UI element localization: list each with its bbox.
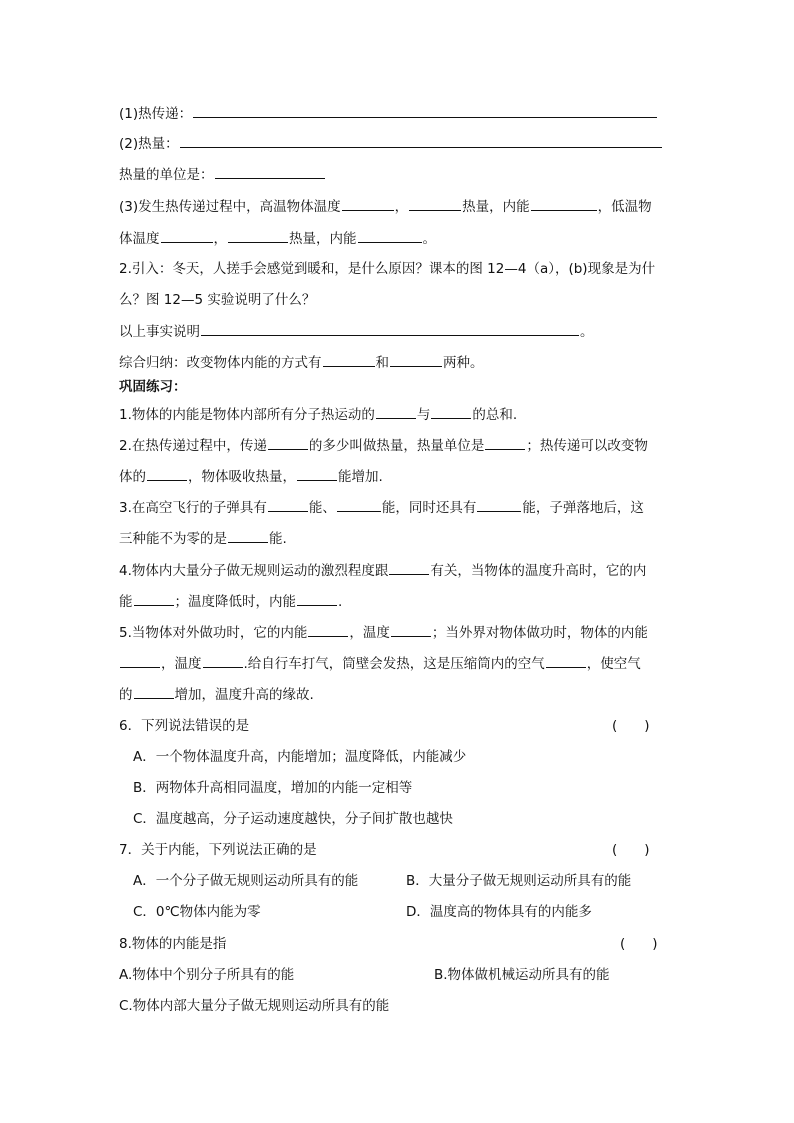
blank: [134, 684, 174, 699]
question-5-line-2: ，温度 .给自行车打气，筒壁会发热，这是压缩筒内的空气 ，使空气: [119, 653, 641, 673]
option-8a: A.物体中个别分子所具有的能: [119, 967, 295, 983]
blank: [477, 497, 521, 512]
question-8: 8.物体的内能是指: [119, 936, 227, 952]
option-7a: A．一个分子做无规则运动所具有的能: [133, 873, 359, 889]
blank: [358, 228, 422, 243]
blank: [431, 404, 471, 419]
line-process-1: (3)发生热传递过程中，高温物体温度 ， 热量，内能 ，低温物: [119, 196, 652, 216]
option-6c: C．温度越高，分子运动速度越快，分子间扩散也越快: [133, 811, 453, 827]
question-4-line-1: 4.物体内大量分子做无规则运动的激烈程度跟 有关，当物体的温度升高时，它的内: [119, 560, 646, 580]
question-2-line-1: 2.在热传递过程中，传递 的多少叫做热量，热量单位是 ；热传递可以改变物: [119, 435, 648, 455]
blank: [389, 560, 429, 575]
line-intro-2: 么？图 12—5 实验说明了什么？: [119, 292, 316, 308]
blank: [337, 497, 381, 512]
question-4-line-2: 能 ；温度降低时，内能 .: [119, 591, 342, 611]
blank: [531, 196, 597, 211]
answer-paren: ( ): [620, 936, 658, 952]
line-heat-quantity: (2)热量：: [119, 133, 663, 153]
blank: [228, 228, 288, 243]
option-6a: A．一个物体温度升高，内能增加；温度降低，内能减少: [133, 749, 467, 765]
option-6b: B．两物体升高相同温度，增加的内能一定相等: [133, 780, 413, 796]
answer-paren: ( ): [612, 842, 650, 858]
blank: [180, 133, 662, 148]
blank: [193, 103, 657, 118]
question-5-line-3: 的 增加，温度升高的缘故.: [119, 684, 314, 704]
blank: [268, 435, 308, 450]
question-3-line-2: 三种能不为零的是 能.: [119, 528, 287, 548]
line-heat-unit: 热量的单位是：: [119, 164, 326, 184]
blank: [297, 591, 337, 606]
question-1: 1.物体的内能是物体内部所有分子热运动的 与 的总和.: [119, 404, 517, 424]
blank: [342, 196, 394, 211]
blank: [376, 404, 416, 419]
answer-paren: ( ): [612, 718, 650, 734]
line-intro-1: 2.引入：冬天，人搓手会感觉到暖和，是什么原因？课本的图 12—4（a），(b)现象是为什: [119, 261, 656, 277]
option-7d: D．温度高的物体具有的内能多: [406, 904, 592, 920]
blank: [308, 622, 348, 637]
blank: [390, 352, 442, 367]
blank: [409, 196, 461, 211]
blank: [228, 528, 268, 543]
blank: [161, 228, 213, 243]
blank: [268, 497, 308, 512]
question-3-line-1: 3.在高空飞行的子弹具有 能、 能，同时还具有 能，子弹落地后，这: [119, 497, 644, 517]
line-facts: 以上事实说明 。: [119, 321, 594, 341]
blank: [297, 466, 337, 481]
blank: [391, 622, 431, 637]
blank: [201, 321, 579, 336]
option-7c: C．0℃物体内能为零: [133, 904, 261, 920]
option-7b: B．大量分子做无规则运动所具有的能: [406, 873, 632, 889]
line-process-2: 体温度 ， 热量，内能 。: [119, 228, 436, 248]
blank: [120, 653, 160, 668]
blank: [546, 653, 586, 668]
section-heading-practice: 巩固练习：: [119, 379, 187, 395]
option-8b: B.物体做机械运动所具有的能: [434, 967, 610, 983]
question-6: 6．下列说法错误的是: [119, 718, 250, 734]
question-7: 7．关于内能，下列说法正确的是: [119, 842, 317, 858]
line-heat-transfer: (1)热传递：: [119, 103, 658, 123]
question-5-line-1: 5.当物体对外做功时，它的内能 ，温度 ；当外界对物体做功时，物体的内能: [119, 622, 648, 642]
blank: [203, 653, 243, 668]
line-summary: 综合归纳：改变物体内能的方式有 和 两种。: [119, 352, 484, 372]
blank: [215, 164, 325, 179]
blank: [485, 435, 525, 450]
question-2-line-2: 体的 ，物体吸收热量， 能增加.: [119, 466, 383, 486]
blank: [134, 591, 174, 606]
blank: [323, 352, 375, 367]
option-8c: C.物体内部大量分子做无规则运动所具有的能: [119, 998, 390, 1014]
blank: [147, 466, 187, 481]
